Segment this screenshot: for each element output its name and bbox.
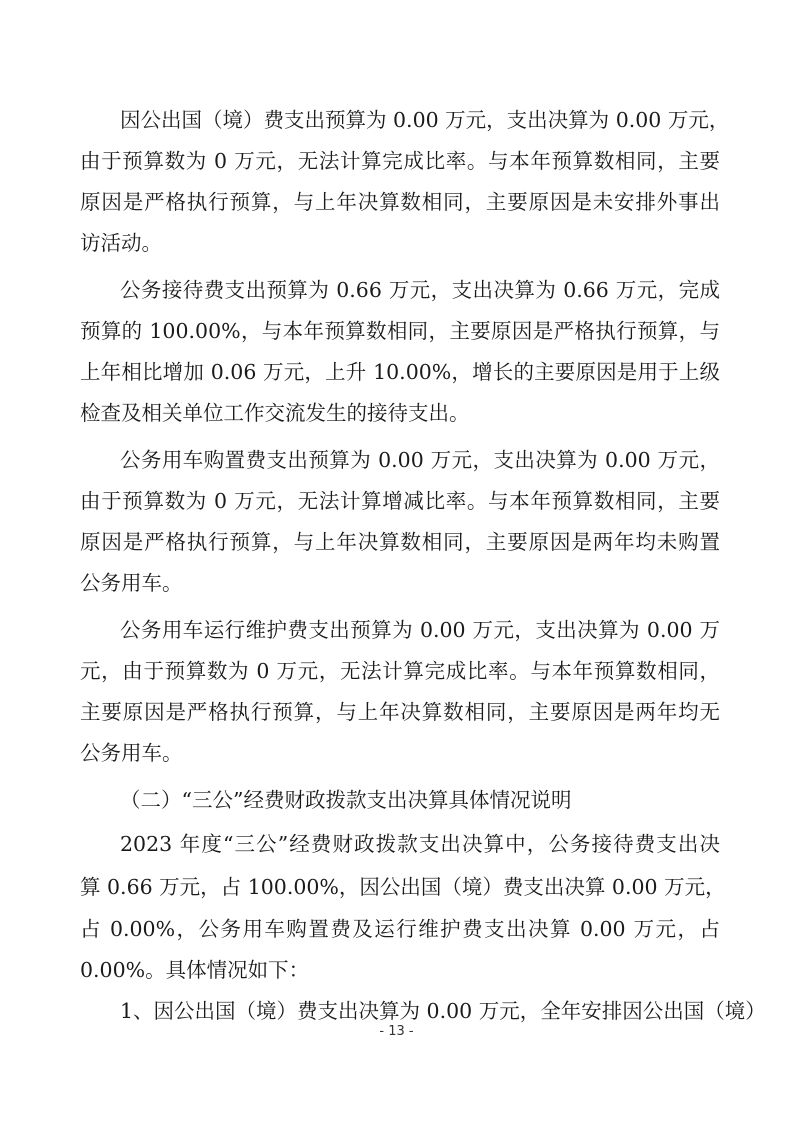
page-number: - 13 -	[379, 1024, 414, 1039]
paragraph-line: 访活动。	[80, 231, 162, 255]
paragraph-line: 由于预算数为 0 万元，无法计算增减比率。与本年预算数相同，主要	[80, 489, 720, 513]
paragraph-line: 检查及相关单位工作交流发生的接待支出。	[80, 401, 470, 425]
paragraph-line: 算 0.66 万元，占 100.00%，因公出国（境）费支出决算 0.00 万元，	[80, 875, 726, 899]
paragraph-line: 公务用车运行维护费支出预算为 0.00 万元，支出决算为 0.00 万	[120, 618, 720, 642]
paragraph-line: 公务接待费支出预算为 0.66 万元，支出决算为 0.66 万元，完成	[120, 278, 720, 302]
paragraph-line: 占 0.00%，公务用车购置费及运行维护费支出决算 0.00 万元，占	[80, 917, 720, 941]
paragraph-line: 由于预算数为 0 万元，无法计算完成比率。与本年预算数相同，主要	[80, 149, 720, 173]
paragraph-line: 上年相比增加 0.06 万元，上升 10.00%，增长的主要原因是用于上级	[80, 360, 720, 384]
paragraph-line: 原因是严格执行预算，与上年决算数相同，主要原因是未安排外事出	[80, 190, 720, 214]
paragraph-line: 1、因公出国（境）费支出决算为 0.00 万元，全年安排因公出国（境）	[120, 999, 766, 1023]
paragraph-line: 原因是严格执行预算，与上年决算数相同，主要原因是两年均未购置	[80, 530, 720, 554]
paragraph-line: 公务用车购置费支出预算为 0.00 万元，支出决算为 0.00 万元，	[120, 448, 720, 472]
paragraph-line: 公务用车。	[80, 741, 183, 765]
paragraph-line: 2023 年度“三公”经费财政拨款支出决算中，公务接待费支出决	[120, 832, 720, 856]
paragraph-line: 预算的 100.00%，与本年预算数相同，主要原因是严格执行预算，与	[80, 319, 720, 343]
paragraph-line: 主要原因是严格执行预算，与上年决算数相同，主要原因是两年均无	[80, 700, 720, 724]
paragraph-line: 因公出国（境）费支出预算为 0.00 万元，支出决算为 0.00 万元，	[120, 108, 730, 132]
paragraph-line: 公务用车。	[80, 571, 183, 595]
paragraph-line: 元，由于预算数为 0 万元，无法计算完成比率。与本年预算数相同，	[80, 659, 720, 683]
section-heading: （二）“三公”经费财政拨款支出决算具体情况说明	[120, 788, 572, 812]
paragraph-line: 0.00%。具体情况如下：	[80, 958, 310, 982]
